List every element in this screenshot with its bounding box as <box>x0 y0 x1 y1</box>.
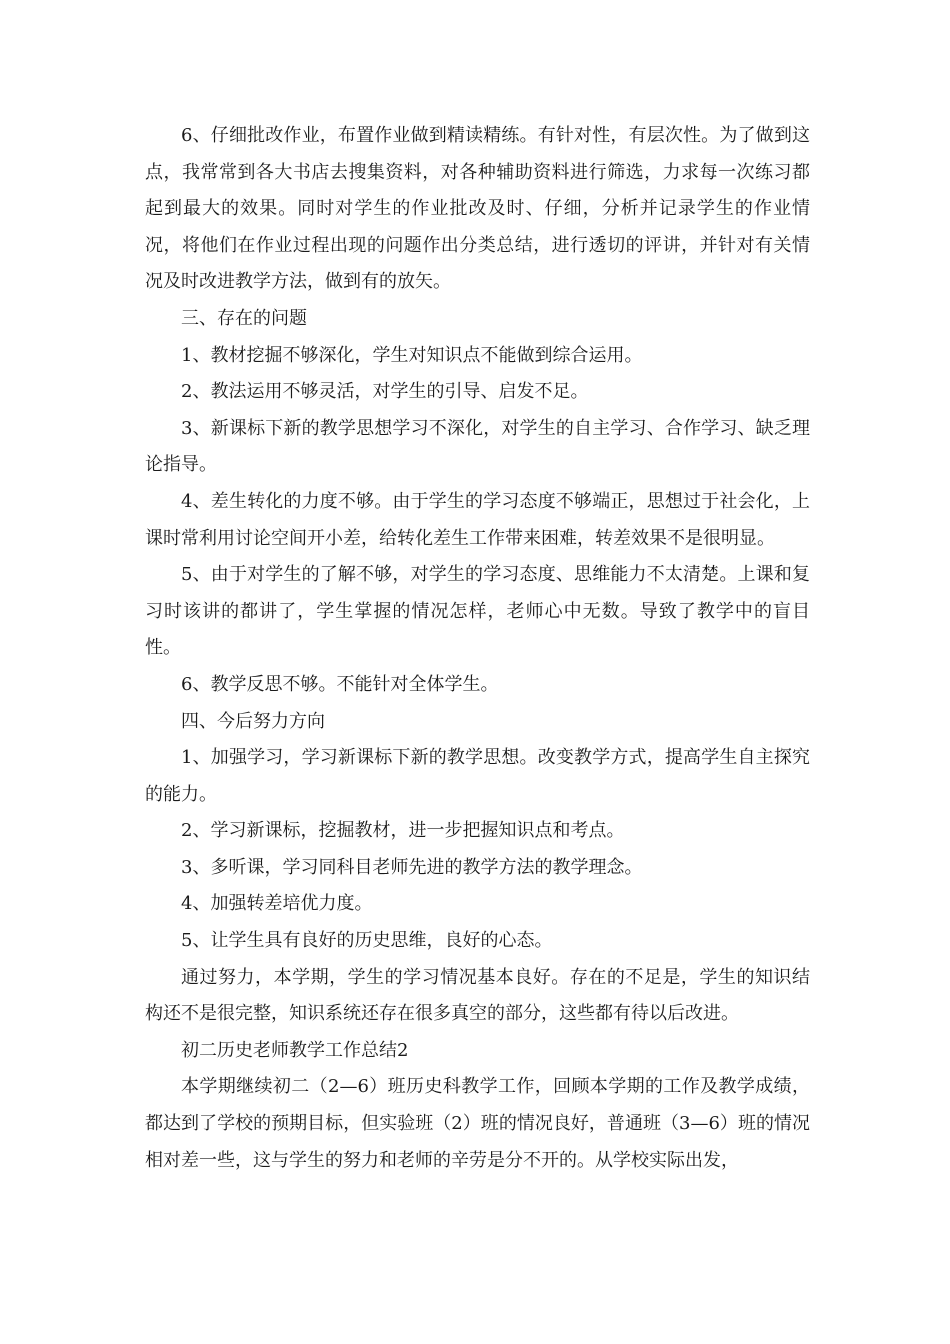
direction-item-1: 1、加强学习，学习新课标下新的教学思想。改变教学方式，提高学生自主探究的能力。 <box>145 747 810 805</box>
paragraph-summary-2-intro: 本学期继续初二（2—6）班历史科教学工作，回顾本学期的工作及教学成绩，都达到了学校的预期目标，但实验班（2）班的情况良好，普通班（3—6）班的情况相对差一些，这与学生的努力和老师的辛劳是分不开的。从学校实际出发， <box>145 1076 810 1171</box>
problem-item-3: 3、新课标下新的教学思想学习不深化，对学生的自主学习、合作学习、缺乏理论指导。 <box>145 417 810 476</box>
problem-item-4: 4、差生转化的力度不够。由于学生的学习态度不够端正，思想过于社会化，上课时常利用讨论空间开小差，给转化差生工作带来困难，转差效果不是很明显。 <box>145 490 810 549</box>
paragraph-homework-correction: 6、仔细批改作业，布置作业做到精读精练。有针对性，有层次性。为了做到这点，我常常到各大书店去搜集资料，对各种辅助资料进行筛选，力求每一次练习都起到最大的效果。同时对学生的作业批改及时、仔细，分析并记录学生的作业情况，将他们在作业过程出现的问题作出分类总结，进行透切的评讲，并针对有关情况及时改进教学方法，做到有的放矢。 <box>145 125 810 293</box>
direction-item-5: 5、让学生具有良好的历史思维，良好的心态。 <box>181 930 553 952</box>
problem-item-6: 6、教学反思不够。不能针对全体学生。 <box>181 673 499 695</box>
problem-item-1: 1、教材挖掘不够深化，学生对知识点不能做到综合运用。 <box>181 344 643 366</box>
heading-future-direction: 四、今后努力方向 <box>181 710 325 732</box>
problem-item-5: 5、由于对学生的了解不够，对学生的学习态度、思维能力不太清楚。上课和复习时该讲的都讲了，学生掌握的情况怎样，老师心中无数。导致了教学中的盲目性。 <box>145 564 810 659</box>
heading-existing-problems: 三、存在的问题 <box>181 307 307 329</box>
problem-item-2: 2、教法运用不够灵活，对学生的引导、启发不足。 <box>181 381 589 403</box>
section-title-summary-2: 初二历史老师教学工作总结2 <box>181 1039 409 1061</box>
document-page <box>145 118 810 1179</box>
direction-item-2: 2、学习新课标，挖掘教材，进一步把握知识点和考点。 <box>181 820 625 842</box>
direction-item-4: 4、加强转差培优力度。 <box>181 893 373 915</box>
paragraph-conclusion: 通过努力，本学期，学生的学习情况基本良好。存在的不足是，学生的知识结构还不是很完整，知识系统还存在很多真空的部分，这些都有待以后改进。 <box>145 966 810 1025</box>
direction-item-3: 3、多听课，学习同科目老师先进的教学方法的教学理念。 <box>181 856 643 878</box>
